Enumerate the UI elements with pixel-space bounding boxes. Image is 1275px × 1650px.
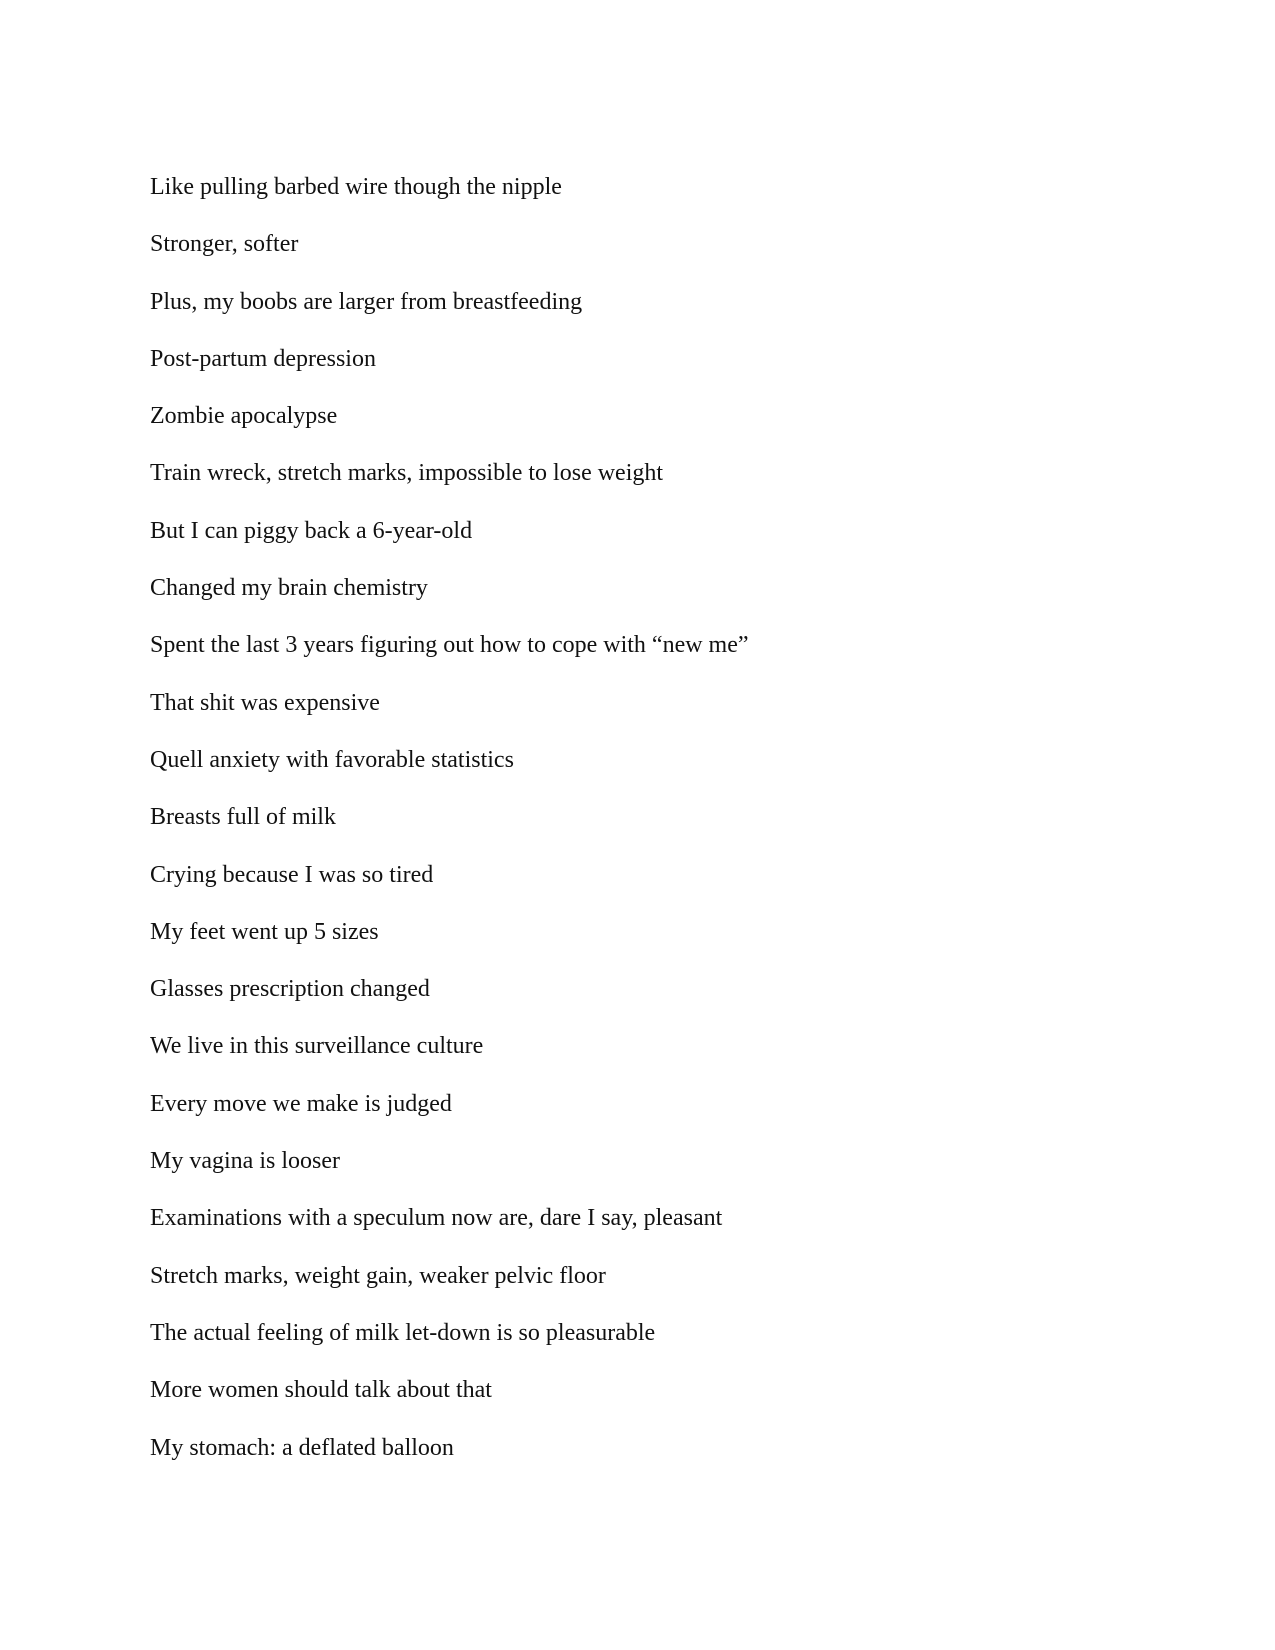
text-line: Changed my brain chemistry xyxy=(150,575,428,602)
text-line: More women should talk about that xyxy=(150,1377,492,1404)
text-line: Stretch marks, weight gain, weaker pelvic floor xyxy=(150,1262,606,1289)
text-line: Quell anxiety with favorable statistics xyxy=(150,746,514,773)
text-line: That shit was expensive xyxy=(150,689,380,716)
text-line: Plus, my boobs are larger from breastfeeding xyxy=(150,288,583,315)
text-line: Every move we make is judged xyxy=(150,1090,452,1117)
text-line: Spent the last 3 years figuring out how to cope with “new me” xyxy=(150,632,749,659)
text-line: The actual feeling of milk let-down is so pleasurable xyxy=(150,1319,656,1346)
text-line: Post-partum depression xyxy=(150,345,376,372)
text-line: Zombie apocalypse xyxy=(150,403,338,430)
text-line: Examinations with a speculum now are, dare I say, pleasant xyxy=(150,1205,723,1232)
text-line: My stomach: a deflated balloon xyxy=(150,1434,454,1461)
text-line: My feet went up 5 sizes xyxy=(150,918,379,945)
text-line: We live in this surveillance culture xyxy=(150,1033,484,1060)
text-line: Like pulling barbed wire though the nipple xyxy=(150,174,562,200)
text-line: Stronger, softer xyxy=(150,231,299,258)
poem-lines xyxy=(150,172,1150,1490)
text-line: My vagina is looser xyxy=(150,1148,340,1175)
text-line: Breasts full of milk xyxy=(150,804,336,831)
text-line: Crying because I was so tired xyxy=(150,861,434,888)
text-line: Train wreck, stretch marks, impossible to lose weight xyxy=(150,460,664,487)
text-line: Glasses prescription changed xyxy=(150,976,430,1003)
text-line: But I can piggy back a 6-year-old xyxy=(150,517,473,544)
